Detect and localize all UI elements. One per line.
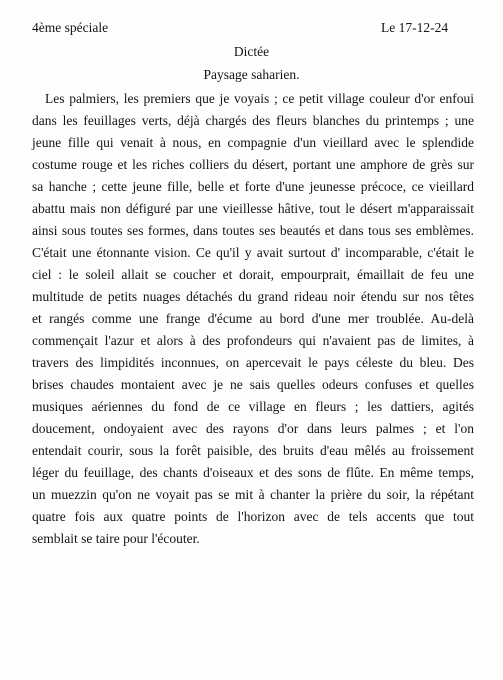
text-line: un muezzin qu'on ne voyait pas se mit à chanter la prière du soir, la répétant (32, 487, 474, 502)
document-subtitle: Paysage saharien. (203, 67, 300, 82)
document-date: Le 17-12-24 (381, 20, 449, 35)
text-line: quatre fois aux quatre points de l'horizon avec de tels accents que tout (32, 509, 474, 524)
document-title: Dictée (233, 44, 270, 59)
text-line: Les palmiers, les premiers que je voyais ; ce petit village couleur d'or enfoui (45, 91, 474, 106)
text-line: commençait l'azur et alors à des profondeurs qui n'avaient pas de limites, à (32, 333, 474, 348)
text-line: costume rouge et les riches colliers du désert, portant une amphore de grès sur (32, 157, 474, 172)
text-line: jeune fille qui venait à nous, en compagnie d'un vieillard avec le splendide (32, 135, 474, 150)
text-line: musiques aériennes du fond de ce village en fleurs ; les dattiers, agités (32, 399, 474, 414)
text-line: multitude de petits nuages détachés du grand rideau noir étendu sur nos têtes (32, 289, 474, 304)
text-line: léger du feuillage, des chants d'oiseaux et des sons de flûte. En même temps, (32, 465, 474, 480)
text-line: et rangés comme une frange d'écume au bord d'une mer troublée. Au-delà (32, 311, 474, 326)
text-line: semblait se taire pour l'écouter. (32, 531, 200, 546)
text-line: abattu mais non défiguré par une vieillesse hâtive, tout le désert m'apparaissait (32, 201, 474, 216)
text-line: sa hanche ; cette jeune fille, belle et forte d'une jeunesse précoce, ce vieillard (32, 179, 474, 194)
class-label: 4ème spéciale (32, 20, 109, 35)
text-line: doucement, ondoyaient avec des rayons d'or dans leurs palmes ; et l'on (32, 421, 474, 436)
text-line: C'était une étonnante vision. Ce qu'il y avait surtout d' incomparable, c'était le (32, 245, 474, 260)
text-line: travers des limpidités inconnues, on apercevait le pays céleste du bleu. Des (32, 355, 474, 370)
text-line: dans les feuillages verts, déjà chargés des fleurs blanches du printemps ; une (32, 113, 474, 128)
text-line: ainsi sous toutes ses formes, dans toutes ses beautés et dans tous ses emblèmes. (32, 223, 474, 238)
text-line: ciel : le soleil allait se coucher et dorait, empourprait, émaillait de feu une (32, 267, 474, 282)
text-line: entendait courir, sous la forêt paisible, des bruits d'eau mêlés au froissement (32, 443, 474, 458)
text-line: brises chaudes montaient avec je ne sais quelles odeurs confuses et quelles (32, 377, 474, 392)
